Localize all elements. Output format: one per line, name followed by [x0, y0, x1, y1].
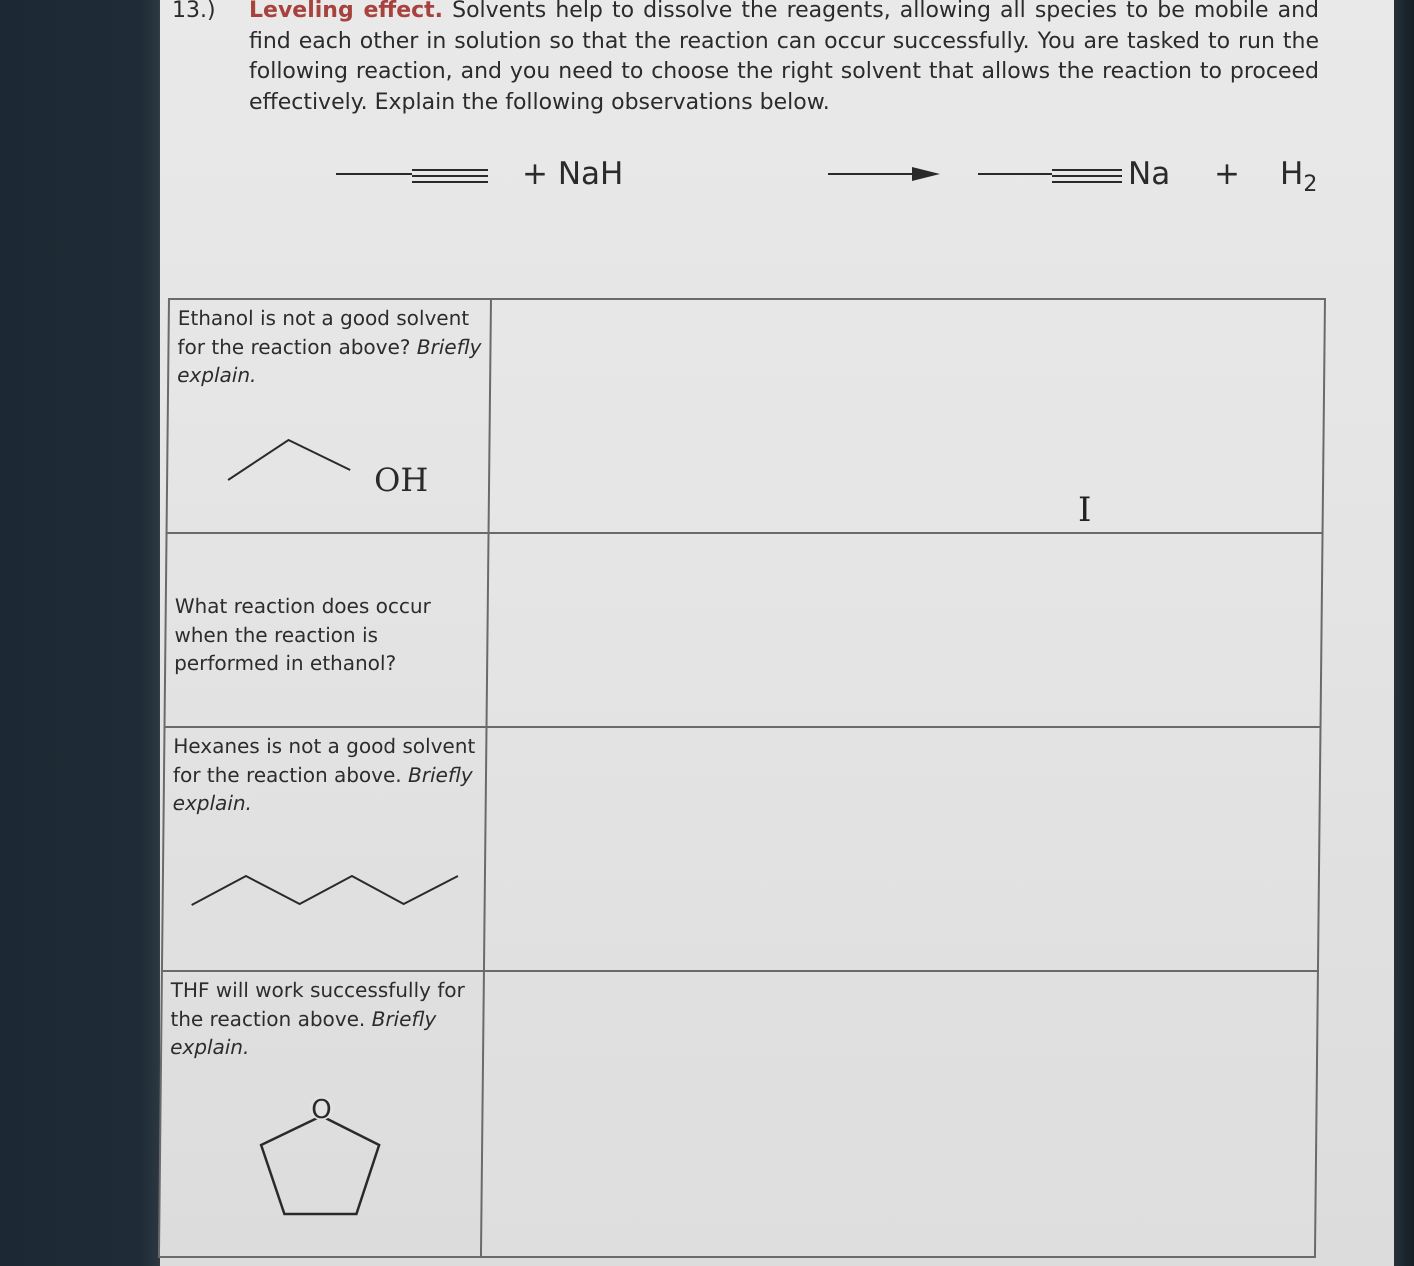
- hexane-structure: [163, 860, 484, 940]
- prompt-ethanol-italic: Briefly explain.: [177, 334, 482, 387]
- byproduct-main: H: [1280, 156, 1304, 192]
- prompt-cell-ethanol-reaction: [165, 533, 489, 727]
- answer-table: [158, 298, 1326, 1258]
- prompt-hexanes-italic: Briefly explain.: [172, 762, 473, 815]
- ethanol-structure: [168, 418, 489, 528]
- prompt-cell-thf: [159, 971, 484, 1257]
- prompt-ethanol-reaction: [166, 534, 488, 682]
- product-metal-label: Na: [1128, 156, 1171, 192]
- prompt-cell-hexanes: [162, 727, 487, 971]
- question-block: [160, 0, 1394, 130]
- prompt-thf-italic: Briefly explain.: [170, 1006, 437, 1059]
- question-body: Solvents help to dissolve the reagents, allowing all species to be mobile and find each other in solution so that the reaction can occur successfully. You are tasked to run the following reaction, and you need to choose the right solvent that allows the reaction to proceed effectively. Explain the following observations below.: [249, 0, 1319, 115]
- prompt-thf-text: THF will work successfully for the reaction above.: [170, 978, 465, 1031]
- plus-sign: +: [1214, 156, 1240, 192]
- question-title: Leveling effect.: [249, 0, 444, 23]
- reaction-arrow: [828, 167, 940, 181]
- reaction-drawing: [330, 150, 1190, 210]
- ethanol-oh-label: OH: [373, 461, 429, 499]
- prompt-cell-ethanol: [167, 299, 491, 533]
- thf-oxygen-label: O: [311, 1095, 332, 1125]
- table-row: [167, 299, 1325, 533]
- prompt-thf: [162, 972, 483, 1066]
- prompt-hexanes: [165, 728, 486, 822]
- question-text: [249, 0, 1319, 118]
- reagent-label: + NaH: [522, 156, 624, 192]
- question-number: 13.): [172, 0, 216, 23]
- prompt-ethanol-reaction-text: What reaction does occur when the reaction is performed in ethanol?: [174, 594, 431, 675]
- product-triple-bond: [1052, 170, 1122, 182]
- answer-cell-ethanol[interactable]: [489, 299, 1325, 533]
- table-row: [162, 727, 1321, 971]
- prompt-ethanol: [169, 300, 490, 394]
- answer-cell-thf[interactable]: [481, 971, 1318, 1257]
- text-cursor-icon: I: [1078, 490, 1092, 530]
- answer-cell-hexanes[interactable]: [484, 727, 1321, 971]
- reaction-equation: [330, 150, 1318, 210]
- thf-structure: [160, 1090, 482, 1240]
- screen-bezel: [1394, 0, 1414, 1266]
- byproduct-label: [1280, 156, 1317, 197]
- table-row: [165, 533, 1323, 727]
- worksheet-page: [160, 0, 1394, 1266]
- answer-cell-ethanol-reaction[interactable]: [487, 533, 1323, 727]
- reactant-triple-bond: [412, 170, 488, 182]
- table-row: [159, 971, 1318, 1257]
- prompt-hexanes-text: Hexanes is not a good solvent for the reaction above.: [172, 734, 476, 787]
- byproduct-subscript: 2: [1303, 172, 1318, 198]
- prompt-ethanol-text: Ethanol is not a good solvent for the reaction above?: [177, 306, 470, 359]
